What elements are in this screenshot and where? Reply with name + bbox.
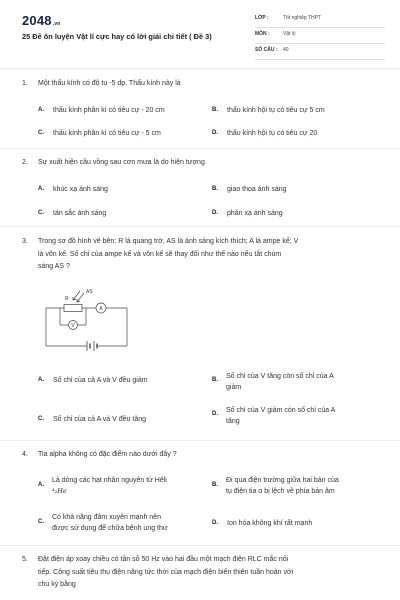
option-text: thấu kính phân kì có tiêu cự - 5 cm [53, 130, 161, 137]
option-text: Đi qua điện trường giữa hai bản của tụ điện tia α bị lệch về phía bản âm [226, 477, 339, 495]
option-text: giao thoa ánh sáng [227, 186, 287, 193]
option-text: Là dòng các hạt nhân nguyên tử Hêli ⁴₂He [52, 475, 202, 497]
meta-value: Tốt nghiệp THPT [283, 15, 321, 21]
question-number: 2. [22, 159, 28, 166]
option-text: tán sắc ánh sáng [53, 210, 107, 217]
meta-key: MÔN : [255, 31, 270, 37]
divider [0, 148, 400, 149]
meta-key: LỚP : [255, 15, 269, 21]
option-letter: B. [212, 482, 218, 488]
resistor-label: R [65, 296, 69, 302]
meta-key: SỐ CÂU : [255, 47, 278, 53]
question-text: Tia alpha không có đặc điểm nào dưới đây ? [38, 451, 177, 458]
battery-icon [87, 341, 97, 351]
option-letter: D. [212, 520, 218, 526]
question-line: là vôn kế. Số chỉ của ampe kế và vôn kế sẽ thay đổi như thế nào nếu tắt chùm [38, 250, 282, 258]
header [0, 0, 400, 70]
option-letter: A. [38, 107, 44, 113]
logo-suffix: .vn [52, 21, 61, 27]
option-letter: A. [38, 377, 44, 383]
light-arrow-icon [73, 291, 84, 302]
logo-text: 2048 [22, 13, 52, 28]
question-text [38, 554, 383, 592]
option-text: thấu kính phân kì có tiêu cự - 20 cm [53, 107, 165, 114]
question-line: tiếp. Công suất tiêu thụ điện năng tức thời của mạch điện biến thiên tuần hoàn với [38, 568, 294, 576]
option-text: Ion hóa không khí rất mạnh [227, 520, 313, 527]
light-label: AS [86, 289, 93, 295]
question-text: Sự xuất hiện cầu vồng sau cơn mưa là do hiện tượng [38, 159, 205, 166]
question-text [38, 236, 383, 274]
exam-meta [255, 13, 385, 61]
option-letter: C. [38, 519, 44, 525]
question-number: 5. [22, 556, 28, 563]
option-letter: A. [38, 186, 44, 192]
header-divider [0, 68, 400, 69]
option-text: Số chỉ của V giảm còn số chỉ của A tăng [226, 407, 336, 425]
option-text: Số chỉ của V tăng còn số chỉ của A giảm [226, 373, 334, 391]
question-number: 1. [22, 80, 28, 87]
option-letter: D. [212, 411, 218, 417]
option-text: Số chỉ của cả A và V đều giảm [53, 377, 148, 384]
question-line: Trong sơ đồ hình vẽ bên: R là quang trở, AS là ánh sáng kích thích; A là ampe kế; V [38, 238, 299, 245]
divider [0, 440, 400, 441]
voltmeter-label: V [71, 323, 75, 329]
question-number: 4. [22, 451, 28, 458]
option-text: khúc xạ ánh sáng [53, 186, 108, 193]
option-letter: A. [38, 482, 44, 488]
option-text: phản xạ ánh sáng [227, 210, 283, 217]
question-text: Một thấu kính có độ tụ -5 dp. Thấu kính này là [38, 80, 181, 87]
option-letter: D. [212, 130, 218, 136]
option-letter: C. [38, 210, 44, 216]
meta-value: Vật lý [283, 31, 296, 37]
meta-question-count [255, 45, 385, 61]
ammeter-label: A [99, 306, 103, 312]
site-logo[interactable] [22, 13, 61, 28]
meta-value: 40 [283, 47, 289, 53]
option-text: Có khả năng đâm xuyên mạnh nên được sử dụng để chữa bệnh ung thư [52, 514, 168, 532]
circuit-diagram [40, 287, 135, 357]
meta-subject [255, 29, 385, 45]
option-text: thấu kính hội tụ có tiêu cự 5 cm [227, 107, 325, 114]
option-letter: B. [212, 186, 218, 192]
divider [0, 226, 400, 227]
circuit-wires [46, 308, 127, 346]
question-line: Đặt điện áp xoay chiều có tần số 50 Hz vào hai đầu một mạch điện RLC mắc nối [38, 556, 289, 563]
helium-symbol: ⁴₂He [52, 487, 67, 495]
question-line: chu kỳ bằng [38, 581, 76, 588]
option-letter: C. [38, 130, 44, 136]
option-letter: D. [212, 210, 218, 216]
option-text: Số chỉ của cả A và V đều tăng [53, 416, 147, 423]
divider [0, 545, 400, 546]
option-letter: B. [212, 377, 218, 383]
meta-class [255, 13, 385, 29]
option-text: thấu kính hội tụ có tiêu cự 20 [227, 130, 318, 137]
question-number: 3. [22, 238, 28, 245]
question-line: sáng AS ? [38, 263, 70, 270]
document-title: 25 Đề ôn luyện Vật lí cực hay có lời giải chi tiết ( Đề 3) [22, 32, 212, 41]
photoresistor-icon [64, 305, 82, 312]
option-letter: C. [38, 416, 44, 422]
option-letter: B. [212, 107, 218, 113]
